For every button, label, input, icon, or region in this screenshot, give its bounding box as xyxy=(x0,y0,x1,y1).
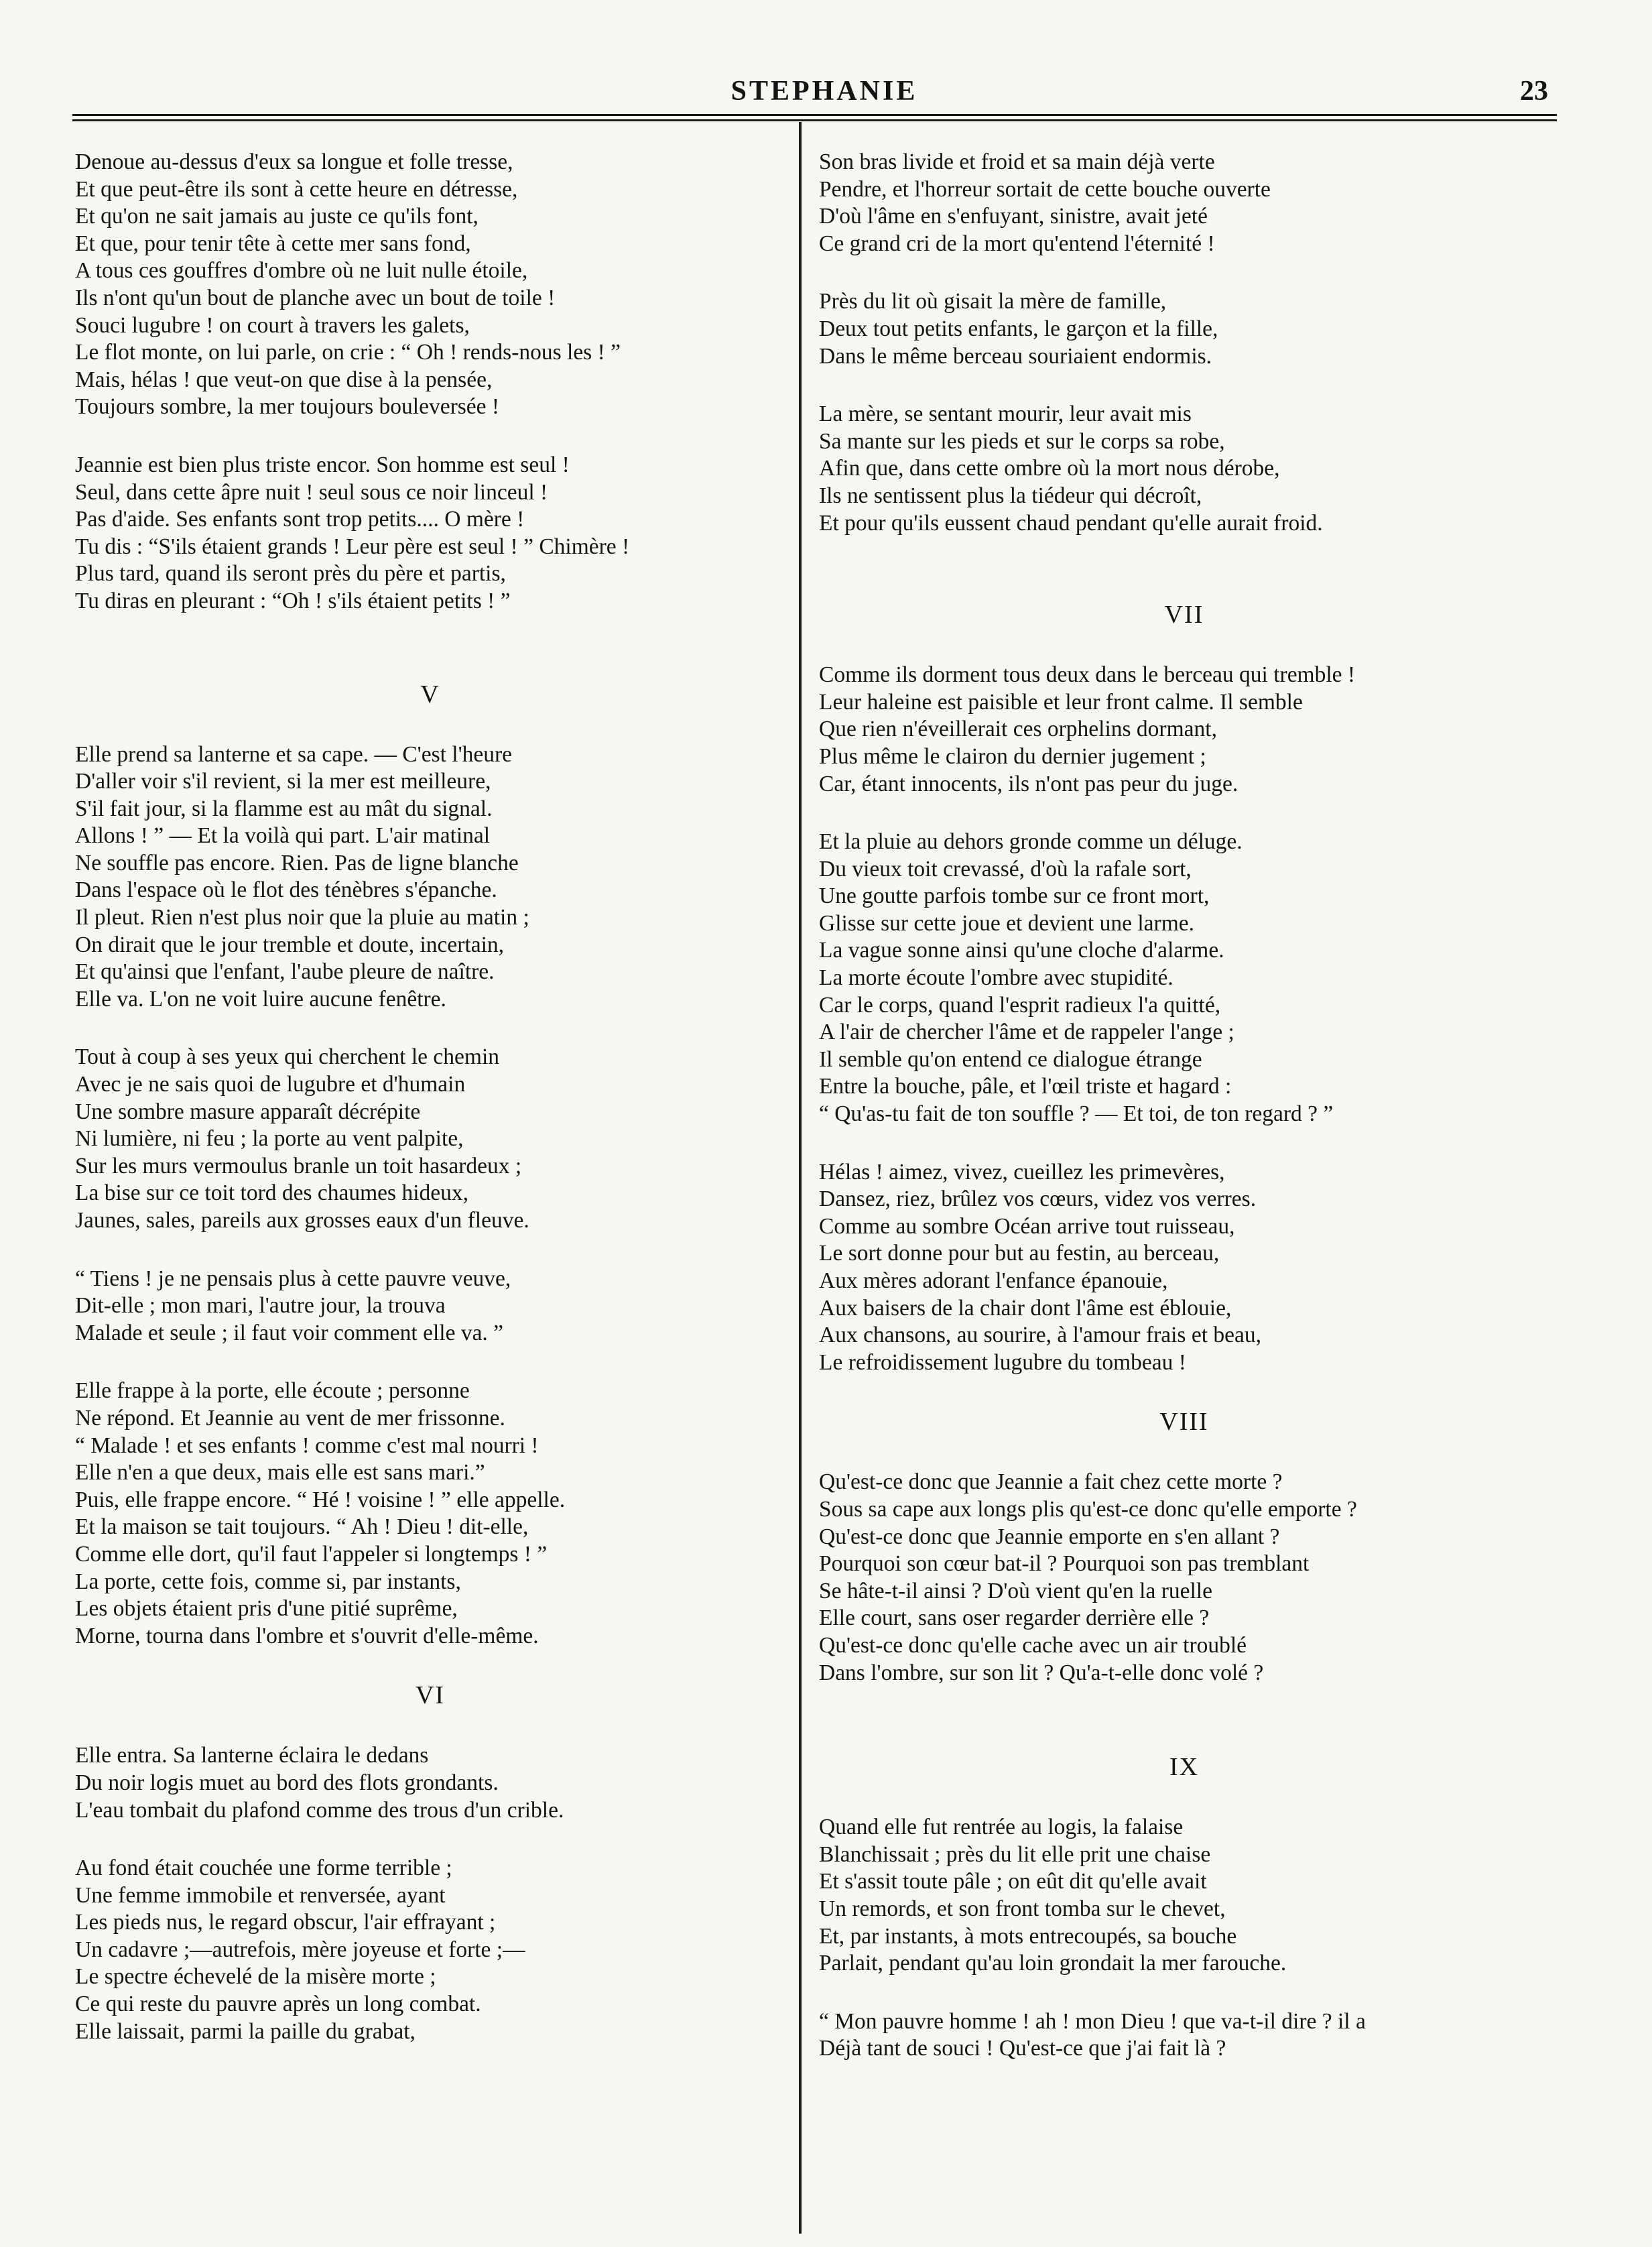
verse-line: La bise sur ce toit tord des chaumes hideux, xyxy=(75,1180,469,1206)
verse-line: Tout à coup à ses yeux qui cherchent le chemin xyxy=(75,1044,499,1070)
section-heading-ix: IX xyxy=(1169,1753,1200,1782)
page-number: 23 xyxy=(1520,76,1548,107)
stanza xyxy=(75,1742,785,1824)
verse-line: On dirait que le jour tremble et doute, incertain, xyxy=(75,932,505,957)
verse-line: Se hâte-t-il ainsi ? D'où vient qu'en la ruelle xyxy=(819,1578,1212,1603)
verse-line: Elle frappe à la porte, elle écoute ; personne xyxy=(75,1378,470,1404)
stanza xyxy=(819,1469,1549,1687)
verse-line: L'eau tombait du plafond comme des trous d'un crible. xyxy=(75,1797,564,1823)
verse-line: Sous sa cape aux longs plis qu'est-ce donc qu'elle emporte ? xyxy=(819,1496,1357,1522)
verse-line: Quand elle fut rentrée au logis, la falaise xyxy=(819,1815,1184,1840)
verse-line: Et s'assit toute pâle ; on eût dit qu'elle avait xyxy=(819,1869,1207,1894)
stanza xyxy=(75,1378,785,1650)
verse-line: “ Qu'as-tu fait de ton souffle ? — Et toi, de ton regard ? ” xyxy=(819,1101,1334,1127)
verse-line: Allons ! ” — Et la voilà qui part. L'air matinal xyxy=(75,823,491,849)
verse-line: Qu'est-ce donc que Jeannie a fait chez cette morte ? xyxy=(819,1469,1283,1495)
verse-line: Du noir logis muet au bord des flots grondants. xyxy=(75,1770,499,1795)
verse-line: Hélas ! aimez, vivez, cueillez les primevères, xyxy=(819,1159,1225,1185)
stanza xyxy=(819,829,1549,1128)
stanza xyxy=(819,1814,1549,1978)
verse-line: Morne, tourna dans l'ombre et s'ouvrit d'elle-même. xyxy=(75,1623,539,1648)
stanza xyxy=(819,1159,1549,1377)
verse-line: Comme ils dorment tous deux dans le berceau qui tremble ! xyxy=(819,662,1356,688)
verse-line: Toujours sombre, la mer toujours bouleversée ! xyxy=(75,394,500,420)
section-heading-viii: VIII xyxy=(1159,1408,1209,1437)
verse-line: Ne répond. Et Jeannie au vent de mer frissonne. xyxy=(75,1405,505,1431)
verse-line: La morte écoute l'ombre avec stupidité. xyxy=(819,965,1173,991)
right-column xyxy=(819,149,1549,2093)
verse-line: Aux mères adorant l'enfance épanouie, xyxy=(819,1268,1168,1293)
verse-line: Dans l'ombre, sur son lit ? Qu'a-t-elle donc volé ? xyxy=(819,1660,1264,1685)
verse-line: Ils ne sentissent plus la tiédeur qui décroît, xyxy=(819,483,1202,508)
verse-line: Ne souffle pas encore. Rien. Pas de ligne blanche xyxy=(75,850,519,875)
verse-line: Un cadavre ;—autrefois, mère joyeuse et forte ;— xyxy=(75,1937,525,1962)
verse-line: Le flot monte, on lui parle, on crie : “ Oh ! rends-nous les ! ” xyxy=(75,340,621,365)
verse-line: Car le corps, quand l'esprit radieux l'a quitté, xyxy=(819,992,1221,1018)
verse-line: La mère, se sentant mourir, leur avait mis xyxy=(819,402,1192,427)
stanza xyxy=(75,149,785,421)
verse-line: D'où l'âme en s'enfuyant, sinistre, avait jeté xyxy=(819,204,1208,229)
verse-line: Elle entra. Sa lanterne éclaira le dedans xyxy=(75,1743,429,1768)
verse-line: Et que peut-être ils sont à cette heure en détresse, xyxy=(75,176,518,202)
verse-line: Aux baisers de la chair dont l'âme est éblouie, xyxy=(819,1295,1232,1321)
verse-line: Elle n'en a que deux, mais elle est sans mari.” xyxy=(75,1460,485,1485)
verse-line: Et, par instants, à mots entrecoupés, sa bouche xyxy=(819,1923,1237,1949)
verse-line: Denoue au-dessus d'eux sa longue et folle tresse, xyxy=(75,149,513,174)
verse-line: Pendre, et l'horreur sortait de cette bouche ouverte xyxy=(819,176,1271,202)
verse-line: Elle court, sans oser regarder derrière elle ? xyxy=(819,1605,1210,1631)
verse-line: Aux chansons, au sourire, à l'amour frais et beau, xyxy=(819,1323,1262,1348)
verse-line: Leur haleine est paisible et leur front calme. Il semble xyxy=(819,689,1303,715)
verse-line: Et la pluie au dehors gronde comme un déluge. xyxy=(819,829,1243,855)
section-heading-vii: VII xyxy=(1164,601,1204,629)
verse-line: Entre la bouche, pâle, et l'œil triste et hagard : xyxy=(819,1074,1232,1099)
verse-line: Il pleut. Rien n'est plus noir que la pluie au matin ; xyxy=(75,905,529,930)
stanza xyxy=(75,741,785,1014)
verse-line: Au fond était couchée une forme terrible ; xyxy=(75,1856,452,1881)
verse-line: Et la maison se tait toujours. “ Ah ! Dieu ! dit-elle, xyxy=(75,1514,529,1540)
verse-line: Et que, pour tenir tête à cette mer sans fond, xyxy=(75,231,471,256)
verse-line: Et qu'ainsi que l'enfant, l'aube pleure de naître. xyxy=(75,959,495,985)
stanza xyxy=(75,1044,785,1234)
verse-line: Du vieux toit crevassé, d'où la rafale sort, xyxy=(819,856,1192,882)
header-rule xyxy=(72,114,1557,116)
verse-line: Les objets étaient pris d'une pitié suprême, xyxy=(75,1596,458,1622)
verse-line: Un remords, et son front tomba sur le chevet, xyxy=(819,1896,1226,1921)
verse-line: Parlait, pendant qu'au loin grondait la mer farouche. xyxy=(819,1951,1287,1976)
stanza xyxy=(75,1855,785,2045)
verse-line: Mais, hélas ! que veut-on que dise à la pensée, xyxy=(75,367,493,392)
verse-line: Plus même le clairon du dernier jugement ; xyxy=(819,743,1206,769)
verse-line: Puis, elle frappe encore. “ Hé ! voisine ! ” elle appelle. xyxy=(75,1487,566,1512)
verse-line: Le sort donne pour but au festin, au berceau, xyxy=(819,1241,1220,1266)
verse-line: Dans l'espace où le flot des ténèbres s'épanche. xyxy=(75,877,497,903)
verse-line: A l'air de chercher l'âme et de rappeler l'ange ; xyxy=(819,1020,1234,1045)
verse-line: Qu'est-ce donc que Jeannie emporte en s'en allant ? xyxy=(819,1524,1280,1549)
stanza xyxy=(75,452,785,615)
verse-line: Plus tard, quand ils seront près du père et partis, xyxy=(75,561,506,587)
verse-line: Jeannie est bien plus triste encor. Son homme est seul ! xyxy=(75,452,570,477)
verse-line: Malade et seule ; il faut voir comment elle va. ” xyxy=(75,1320,504,1345)
verse-line: Son bras livide et froid et sa main déjà verte xyxy=(819,149,1215,174)
verse-line: “ Malade ! et ses enfants ! comme c'est mal nourri ! xyxy=(75,1433,539,1458)
verse-line: Une femme immobile et renversée, ayant xyxy=(75,1882,446,1908)
verse-line: Et pour qu'ils eussent chaud pendant qu'elle aurait froid. xyxy=(819,510,1323,536)
verse-line: Jaunes, sales, pareils aux grosses eaux d'un fleuve. xyxy=(75,1208,529,1233)
stanza xyxy=(819,2008,1549,2063)
verse-line: Tu diras en pleurant : “Oh ! s'ils étaient petits ! ” xyxy=(75,588,511,613)
verse-line: La vague sonne ainsi qu'une cloche d'alarme. xyxy=(819,938,1224,963)
verse-line: S'il fait jour, si la flamme est au mât du signal. xyxy=(75,796,493,821)
verse-line: Dans le même berceau souriaient endormis. xyxy=(819,343,1212,369)
verse-line: Souci lugubre ! on court à travers les galets, xyxy=(75,312,470,338)
verse-line: Tu dis : “S'ils étaient grands ! Leur père est seul ! ” Chimère ! xyxy=(75,534,630,559)
verse-line: Déjà tant de souci ! Qu'est-ce que j'ai fait là ? xyxy=(819,2036,1226,2061)
verse-line: Et qu'on ne sait jamais au juste ce qu'ils font, xyxy=(75,204,479,229)
left-column xyxy=(75,149,785,2076)
verse-line: Car, étant innocents, ils n'ont pas peur du juge. xyxy=(819,771,1238,796)
verse-line: Il semble qu'on entend ce dialogue étrange xyxy=(819,1046,1202,1072)
column-divider xyxy=(799,122,802,2234)
verse-line: Comme au sombre Océan arrive tout ruisseau, xyxy=(819,1213,1235,1239)
stanza xyxy=(819,401,1549,537)
header-rule-double xyxy=(72,119,1557,121)
verse-line: Comme elle dort, qu'il faut l'appeler si longtemps ! ” xyxy=(75,1541,548,1567)
verse-line: Blanchissait ; près du lit elle prit une chaise xyxy=(819,1841,1211,1867)
verse-line: Ce grand cri de la mort qu'entend l'éternité ! xyxy=(819,231,1215,256)
verse-line: Elle prend sa lanterne et sa cape. — C'est l'heure xyxy=(75,741,513,767)
verse-line: Que rien n'éveillerait ces orphelins dormant, xyxy=(819,717,1217,742)
verse-line: Ils n'ont qu'un bout de planche avec un bout de toile ! xyxy=(75,285,556,310)
running-head: STEPHANIE xyxy=(730,76,918,107)
verse-line: Ce qui reste du pauvre après un long combat. xyxy=(75,1992,481,2017)
verse-line: Une sombre masure apparaît décrépite xyxy=(75,1099,421,1124)
verse-line: Près du lit où gisait la mère de famille, xyxy=(819,289,1167,314)
verse-line: Afin que, dans cette ombre où la mort nous dérobe, xyxy=(819,456,1280,481)
verse-line: Elle laissait, parmi la paille du grabat, xyxy=(75,2018,416,2044)
verse-line: La porte, cette fois, comme si, par instants, xyxy=(75,1569,461,1594)
verse-line: “ Tiens ! je ne pensais plus à cette pauvre veuve, xyxy=(75,1266,511,1291)
stanza xyxy=(819,662,1549,798)
verse-line: Ni lumière, ni feu ; la porte au vent palpite, xyxy=(75,1126,464,1152)
section-heading-vi: VI xyxy=(415,1681,446,1710)
verse-line: Sa mante sur les pieds et sur le corps sa robe, xyxy=(819,428,1225,454)
verse-line: Le spectre échevelé de la misère morte ; xyxy=(75,1964,436,1990)
verse-line: D'aller voir s'il revient, si la mer est meilleure, xyxy=(75,769,491,794)
verse-line: Une goutte parfois tombe sur ce front mort, xyxy=(819,884,1210,909)
verse-line: “ Mon pauvre homme ! ah ! mon Dieu ! que va-t-il dire ? il a xyxy=(819,2008,1366,2034)
verse-line: Dit-elle ; mon mari, l'autre jour, la trouva xyxy=(75,1293,446,1319)
verse-line: A tous ces gouffres d'ombre où ne luit nulle étoile, xyxy=(75,258,528,284)
verse-line: Glisse sur cette joue et devient une larme. xyxy=(819,910,1194,936)
stanza xyxy=(75,1266,785,1347)
verse-line: Elle va. L'on ne voit luire aucune fenêtre. xyxy=(75,986,446,1012)
verse-line: Deux tout petits enfants, le garçon et la fille, xyxy=(819,316,1218,341)
verse-line: Sur les murs vermoulus branle un toit hasardeux ; xyxy=(75,1153,522,1178)
verse-line: Dansez, riez, brûlez vos cœurs, videz vos verres. xyxy=(819,1187,1257,1212)
verse-line: Qu'est-ce donc qu'elle cache avec un air troublé xyxy=(819,1632,1247,1658)
verse-line: Pourquoi son cœur bat-il ? Pourquoi son pas tremblant xyxy=(819,1551,1310,1577)
verse-line: Pas d'aide. Ses enfants sont trop petits.... O mère ! xyxy=(75,507,525,532)
stanza xyxy=(819,149,1549,257)
verse-line: Seul, dans cette âpre nuit ! seul sous ce noir linceul ! xyxy=(75,479,548,505)
verse-line: Avec je ne sais quoi de lugubre et d'humain xyxy=(75,1072,466,1097)
verse-line: Les pieds nus, le regard obscur, l'air effrayant ; xyxy=(75,1910,496,1935)
section-heading-v: V xyxy=(420,680,440,709)
stanza xyxy=(819,288,1549,370)
verse-line: Le refroidissement lugubre du tombeau ! xyxy=(819,1349,1186,1375)
